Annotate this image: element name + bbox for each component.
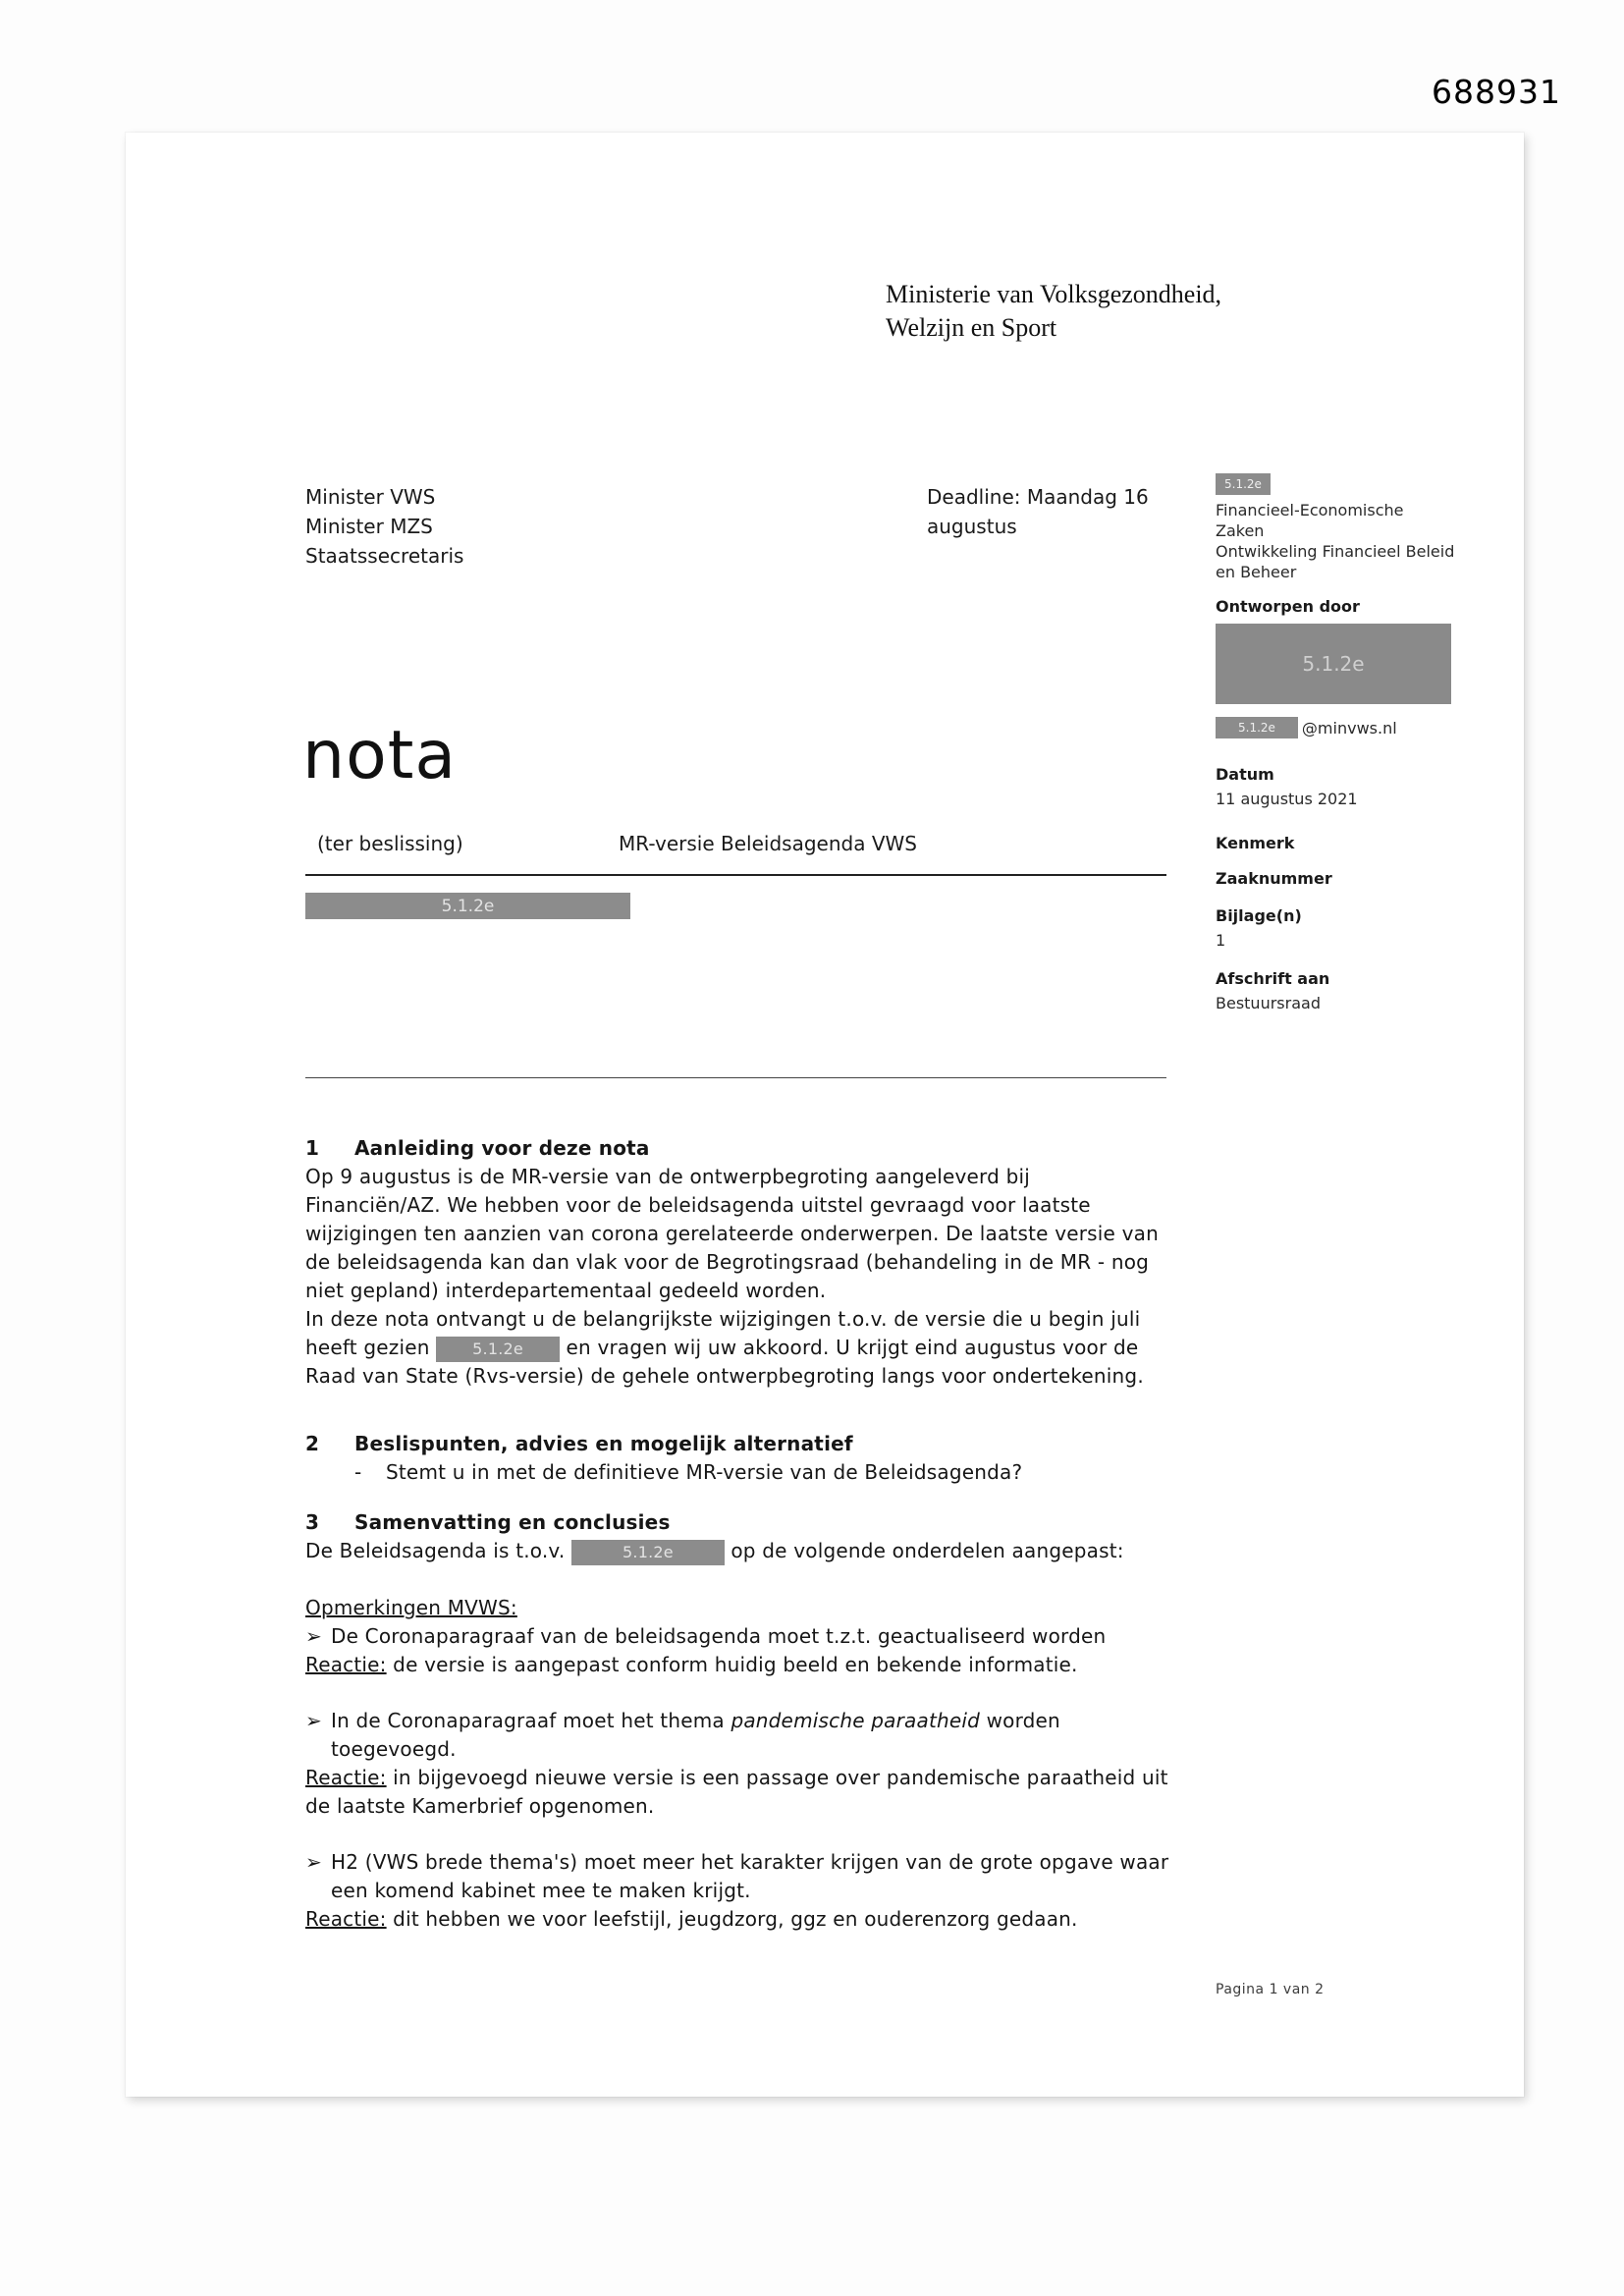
page-number: Pagina 1 van 2 (1216, 1982, 1325, 1997)
decision-point-text: Stemt u in met de definitieve MR-versie van de Beleidsagenda? (386, 1460, 1023, 1484)
department-name (1216, 500, 1466, 582)
addressee-minister-mzs: Minister MZS (305, 515, 433, 538)
redaction-box-department: 5.1.2e (1216, 473, 1271, 495)
bullet-item (305, 1707, 1171, 1764)
bullet-arrow-icon: ➢ (305, 1850, 322, 1874)
addressee-list (305, 482, 463, 571)
section-1-heading (305, 1134, 1171, 1163)
document-sheet (126, 133, 1524, 2097)
ministry-line-1: Ministerie van Volksgezondheid, (886, 280, 1222, 308)
afschrift-aan-value: Bestuursraad (1216, 994, 1321, 1012)
paragraph-text: De Beleidsagenda is t.o.v. (305, 1539, 566, 1562)
section-3-heading (305, 1508, 1171, 1537)
opmerkingen-heading: Opmerkingen MVWS: (305, 1596, 517, 1619)
section-2-title: Beslispunten, advies en mogelijk alternatief (354, 1432, 853, 1455)
author-email (1216, 717, 1466, 738)
document-sidebar (1216, 472, 1466, 1013)
section-1-number: 1 (305, 1136, 320, 1160)
document-number: 688931 (1432, 73, 1561, 111)
decision-point (305, 1458, 1171, 1487)
department-line-2: Zaken (1216, 521, 1265, 540)
reactie-text: in bijgevoegd nieuwe versie is een passage over pandemische paraatheid uit de laatste Kamerbrief opgenomen. (305, 1766, 1168, 1818)
reactie-paragraph (305, 1651, 1171, 1679)
page-title: nota (302, 717, 458, 794)
email-domain: @minvws.nl (1301, 718, 1397, 738)
bullet-point-text: In de Coronaparagraaf moet het thema (331, 1709, 725, 1732)
section-3-number: 3 (305, 1510, 320, 1534)
reactie-text: de versie is aangepast conform huidig beeld en bekende informatie. (393, 1653, 1078, 1676)
bijlage-label: Bijlage(n) (1216, 906, 1302, 925)
bullet-arrow-icon: ➢ (305, 1624, 322, 1648)
redaction-box-inline: 5.1.2e (436, 1337, 560, 1362)
reactie-label: Reactie: (305, 1653, 387, 1676)
section-1-paragraph-1: Op 9 augustus is de MR-versie van de ontwerpbegroting aangeleverd bij Financiën/AZ. We hebben voor de beleidsagenda uitstel gevraagd voor laatste wijzigingen ten aanzien van corona gerelateerde onderwerpen. De laatste versie van de beleidsagenda kan dan vlak voor de Begrotingsraad (behandeling in de MR - nog niet gepland) interdepartementaal gedeeld worden. (305, 1165, 1159, 1302)
department-line-1: Financieel-Economische (1216, 501, 1404, 519)
reactie-text: dit hebben we voor leefstijl, jeugdzorg, ggz en ouderenzorg gedaan. (393, 1907, 1078, 1931)
paragraph-text: In deze nota ontvangt u de belangrijkste wijzigingen t.o.v. de versie die u begin juli heeft gezien (305, 1307, 1141, 1359)
bullet-item (305, 1622, 1171, 1651)
deadline-line-1: Deadline: Maandag 16 (927, 485, 1149, 509)
redaction-box-subject: 5.1.2e (305, 893, 630, 919)
dash-marker: - (354, 1460, 362, 1484)
redaction-box-inline: 5.1.2e (571, 1540, 725, 1565)
addressee-minister-vws: Minister VWS (305, 485, 436, 509)
ontworpen-door-label: Ontworpen door (1216, 597, 1360, 616)
divider-bottom (305, 1077, 1166, 1078)
document-body (305, 1134, 1171, 1934)
deadline-line-2: augustus (927, 515, 1017, 538)
section-1-title: Aanleiding voor deze nota (354, 1136, 650, 1160)
ministry-header (886, 278, 1221, 345)
paragraph-text: op de volgende onderdelen aangepast: (731, 1539, 1124, 1562)
addressee-staatssecretaris: Staatssecretaris (305, 544, 464, 568)
section-2-number: 2 (305, 1432, 320, 1455)
subtitle-ter-beslissing: (ter beslissing) (317, 832, 463, 855)
section-2-heading (305, 1430, 1171, 1458)
reactie-paragraph (305, 1764, 1171, 1821)
department-line-3: Ontwikkeling Financieel Beleid (1216, 542, 1455, 561)
section-1-paragraph-2 (305, 1305, 1171, 1391)
subtitle-subject: MR-versie Beleidsagenda VWS (619, 832, 917, 855)
bullet-item (305, 1848, 1171, 1905)
paragraph-text: en vragen wij uw akkoord. U krijgt eind augustus voor de Raad van State (Rvs-versie) de gehele ontwerpbegroting langs voor ondertekening. (305, 1336, 1144, 1388)
datum-label: Datum (1216, 765, 1274, 784)
bullet-point-italic: pandemische paraatheid (731, 1709, 981, 1732)
deadline-block (927, 482, 1149, 541)
section-3-intro (305, 1537, 1171, 1565)
department-line-4: en Beheer (1216, 563, 1297, 581)
reactie-paragraph (305, 1905, 1171, 1934)
bullet-point-text: worden toegevoegd. (331, 1709, 1060, 1761)
divider-top (305, 874, 1166, 876)
ministry-line-2: Welzijn en Sport (886, 313, 1057, 342)
bijlage-value: 1 (1216, 931, 1226, 950)
zaaknummer-label: Zaaknummer (1216, 869, 1332, 888)
afschrift-aan-label: Afschrift aan (1216, 969, 1330, 988)
datum-value: 11 augustus 2021 (1216, 790, 1358, 808)
redaction-box-author: 5.1.2e (1216, 624, 1451, 704)
bullet-arrow-icon: ➢ (305, 1709, 322, 1732)
bullet-point-text: De Coronaparagraaf van de beleidsagenda moet t.z.t. geactualiseerd worden (331, 1624, 1107, 1648)
section-3-title: Samenvatting en conclusies (354, 1510, 671, 1534)
redaction-box-email: 5.1.2e (1216, 717, 1298, 738)
reactie-label: Reactie: (305, 1907, 387, 1931)
reactie-label: Reactie: (305, 1766, 387, 1789)
kenmerk-label: Kenmerk (1216, 834, 1295, 852)
bullet-point-text: H2 (VWS brede thema's) moet meer het karakter krijgen van de grote opgave waar een komend kabinet mee te maken krijgt. (331, 1850, 1169, 1902)
